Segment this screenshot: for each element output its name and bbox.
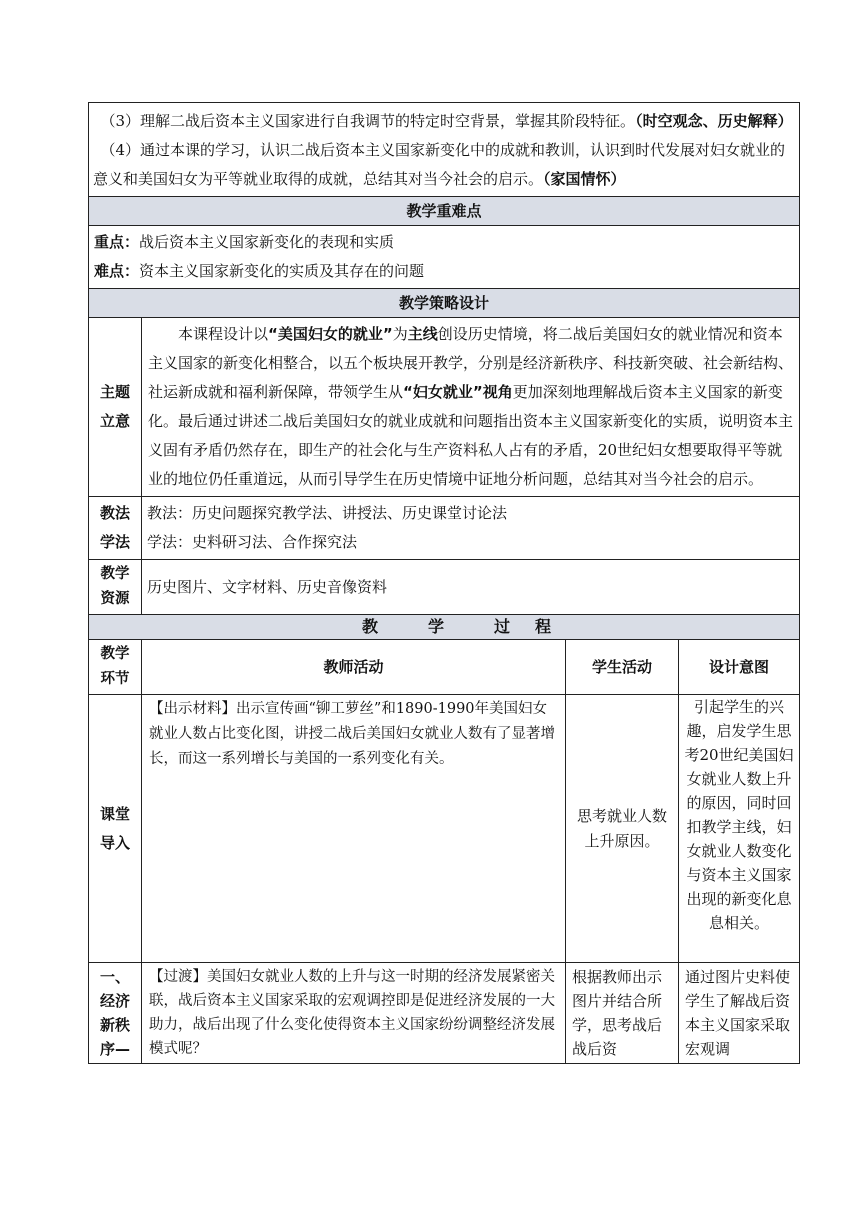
process-heading-row <box>89 615 800 640</box>
lesson-plan-document <box>88 102 799 1064</box>
strategy-heading: 教学策略设计 <box>89 289 800 318</box>
theme-text-part-3: 创设历史情境，将二战后美国妇女的就业情况和资本主义国家的新变化相整合，以五个板块展开教学，分别是经济新秩序、科技新突破、社会新结构、社运新成就和福利新保障，带领学生从 <box>148 325 794 401</box>
key-points-heading: 教学重难点 <box>89 197 800 226</box>
table-row <box>89 695 800 963</box>
resources-text: 历史图片、文字材料、历史音像资料 <box>142 560 800 615</box>
theme-text-part-4: 更加深刻地理解战后资本主义国家的新变化。最后通过讲述二战后美国妇女的就业成就和问题指出资本主义国家新变化的实质，说明资本主义固有矛盾仍然存在，即生产的社会化与生产资料私人占有的矛盾，20世纪妇女想要取得平等就业的地位仍任重道远，从而引导学生在历史情境中证地分析问题，总结其对当今社会的启示。 <box>148 383 794 488</box>
lesson-plan-table <box>88 102 800 1064</box>
stage-line: 课堂 <box>99 804 130 823</box>
objective-4-text: （4）通过本课的学习，认识二战后资本主义国家新变化中的成就和教训，认识到时代发展对妇女就业的意义和美国妇女为平等就业取得的成就，总结其对当今社会的启示。 <box>93 141 786 188</box>
process-column-headers <box>89 640 800 695</box>
stage-line: 导入 <box>99 833 130 852</box>
theme-text-part-1: 本课程设计以 <box>178 325 269 343</box>
focus-label: 重点： <box>94 233 140 251</box>
col-header-stage-line-2: 环节 <box>100 671 130 687</box>
process-heading <box>89 615 800 640</box>
difficulty-line <box>94 257 794 286</box>
student-activity: 根据教师出示图片并结合所学，思考战后战后资 <box>566 963 679 1064</box>
col-header-stage-line-1: 教学 <box>100 646 130 662</box>
process-heading-char: 过 <box>493 617 510 636</box>
theme-label-line-1: 主题 <box>99 383 130 401</box>
focus-line <box>94 228 794 257</box>
col-header-stage <box>89 640 142 695</box>
difficulty-label: 难点： <box>94 262 140 280</box>
col-header-teacher: 教师活动 <box>142 640 566 695</box>
theme-row <box>89 318 800 497</box>
theme-label-line-2: 立意 <box>99 412 130 430</box>
methods-label-line-2: 学法 <box>99 533 130 551</box>
methods-row <box>89 497 800 560</box>
teacher-activity: 【过渡】美国妇女就业人数的上升与这一时期的经济发展紧密关联，战后资本主义国家采取的宏观调控即是促进经济发展的一大助力，战后出现了什么变化使得资本主义国家纷纷调整经济发展模式呢？ <box>142 963 566 1064</box>
resources-label-line-1: 教学 <box>100 566 130 582</box>
difficulty-text: 资本主义国家新变化的实质及其存在的问题 <box>139 262 425 280</box>
teacher-activity: 【出示材料】出示宣传画“铆工萝丝”和1890-1990年美国妇女就业人数占比变化图，讲授二战后美国妇女就业人数有了显著增长，而这一系列增长与美国的一系列变化有关。 <box>142 695 566 963</box>
table-row <box>89 963 800 1064</box>
stage-line: 新秩 <box>99 1016 130 1034</box>
design-intent: 引起学生的兴趣，启发学生思考20世纪美国妇女就业人数上升的原因，同时回扣教学主线，妇女就业人数变化与资本主义国家出现的新变化息息相关。 <box>679 695 800 963</box>
process-heading-char: 程 <box>535 617 552 636</box>
theme-bold-2: 主线 <box>407 325 438 343</box>
objective-3-text: （3）理解二战后资本主义国家进行自我调节的特定时空背景，掌握其阶段特征。 <box>100 112 636 130</box>
teaching-method: 教法：历史问题探究教学法、讲授法、历史课堂讨论法 <box>147 504 508 522</box>
objective-3 <box>93 107 795 136</box>
focus-text: 战后资本主义国家新变化的表现和实质 <box>139 233 395 251</box>
objectives-row <box>89 103 800 197</box>
design-intent: 通过图片史料使学生了解战后资本主义国家采取宏观调 <box>679 963 800 1064</box>
key-points-heading-row <box>89 197 800 226</box>
stage-cell <box>89 963 142 1064</box>
col-header-design: 设计意图 <box>679 640 800 695</box>
resources-label-line-2: 资源 <box>100 591 130 607</box>
process-heading-char: 学 <box>427 617 444 636</box>
key-points-row <box>89 226 800 289</box>
stage-line: 序— <box>99 1040 130 1058</box>
methods-label <box>89 497 142 560</box>
objective-4 <box>93 136 795 194</box>
process-heading-char: 教 <box>361 617 378 636</box>
resources-label <box>89 560 142 615</box>
strategy-heading-row <box>89 289 800 318</box>
theme-text <box>142 318 800 497</box>
stage-line: 经济 <box>99 992 130 1010</box>
stage-line: 一、 <box>99 968 130 986</box>
stage-cell <box>89 695 142 963</box>
col-header-student: 学生活动 <box>566 640 679 695</box>
theme-bold-1: “美国妇女的就业” <box>268 325 393 343</box>
methods-label-line-1: 教法 <box>99 504 130 522</box>
objective-4-tag: （家国情怀） <box>543 170 626 188</box>
objective-3-tag: （时空观念、历史解释） <box>635 112 793 130</box>
resources-row <box>89 560 800 615</box>
theme-text-part-2: 为 <box>392 325 408 343</box>
student-activity: 思考就业人数上升原因。 <box>566 695 679 963</box>
learning-method: 学法：史料研习法、合作探究法 <box>147 533 358 551</box>
theme-bold-3: “妇女就业”视角 <box>403 383 513 401</box>
theme-label <box>89 318 142 497</box>
